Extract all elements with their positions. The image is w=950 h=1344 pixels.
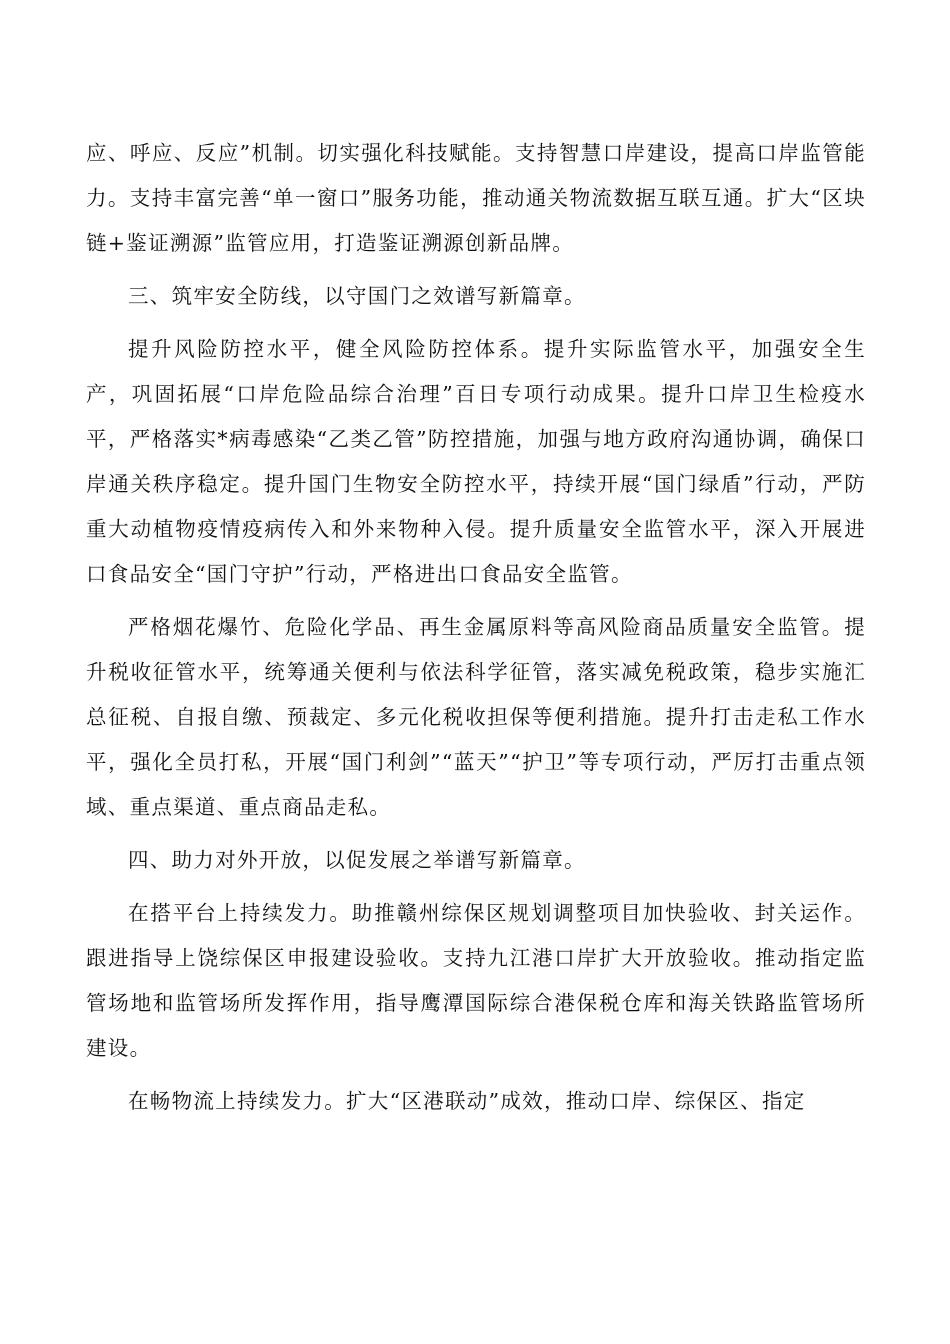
document-body [86, 131, 866, 1124]
paragraph-logistics: 在畅物流上持续发力。扩大“区港联动”成效，推动口岸、综保区、指定 [128, 1089, 806, 1113]
paragraph-risk-control: 提升风险防控水平，健全风险防控体系。提升实际监管水平，加强安全生产，巩固拓展“口岸危险品综合治理”百日专项行动成果。提升口岸卫生检疫水平，严格落实*病毒感染“乙类乙管”防控措施，加强与地方政府沟通协调，确保口岸通关秩序稳定。提升国门生物安全防控水平，持续开展“国门绿盾”行动，严防重大动植物疫情疫病传入和外来物种入侵。提升质量安全监管水平，深入开展进口食品安全“国门守护”行动，严格进出口食品安全监管。 [86, 337, 866, 586]
paragraph-platform: 在搭平台上持续发力。助推赣州综保区规划调整项目加快验收、封关运作。跟进指导上饶综保区申报建设验收。支持九江港口岸扩大开放验收。推动指定监管场地和监管场所发挥作用，指导鹰潭国际综合港保税仓库和海关铁路监管场所建设。 [86, 901, 866, 1060]
section-heading-4: 四、助力对外开放，以促发展之举谱写新篇章。 [128, 848, 586, 872]
paragraph-quality-tax-smuggling: 严格烟花爆竹、危险化学品、再生金属原料等高风险商品质量安全监管。提升税收征管水平，统筹通关便利与依法科学征管，落实减免税政策，稳步实施汇总征税、自报自缴、预裁定、多元化税收担保等便利措施。提升打击走私工作水平，强化全员打私，开展“国门利剑”“蓝天”“护卫”等专项行动，严厉打击重点领域、重点渠道、重点商品走私。 [86, 615, 866, 819]
section-heading-3: 三、筑牢安全防线，以守国门之效谱写新篇章。 [128, 284, 586, 308]
paragraph-1: 应、呼应、反应”机制。切实强化科技赋能。支持智慧口岸建设，提高口岸监管能力。支持丰富完善“单一窗口”服务功能，推动通关物流数据互联互通。扩大“区块链+鉴证溯源”监管应用，打造鉴证溯源创新品牌。 [86, 141, 866, 255]
